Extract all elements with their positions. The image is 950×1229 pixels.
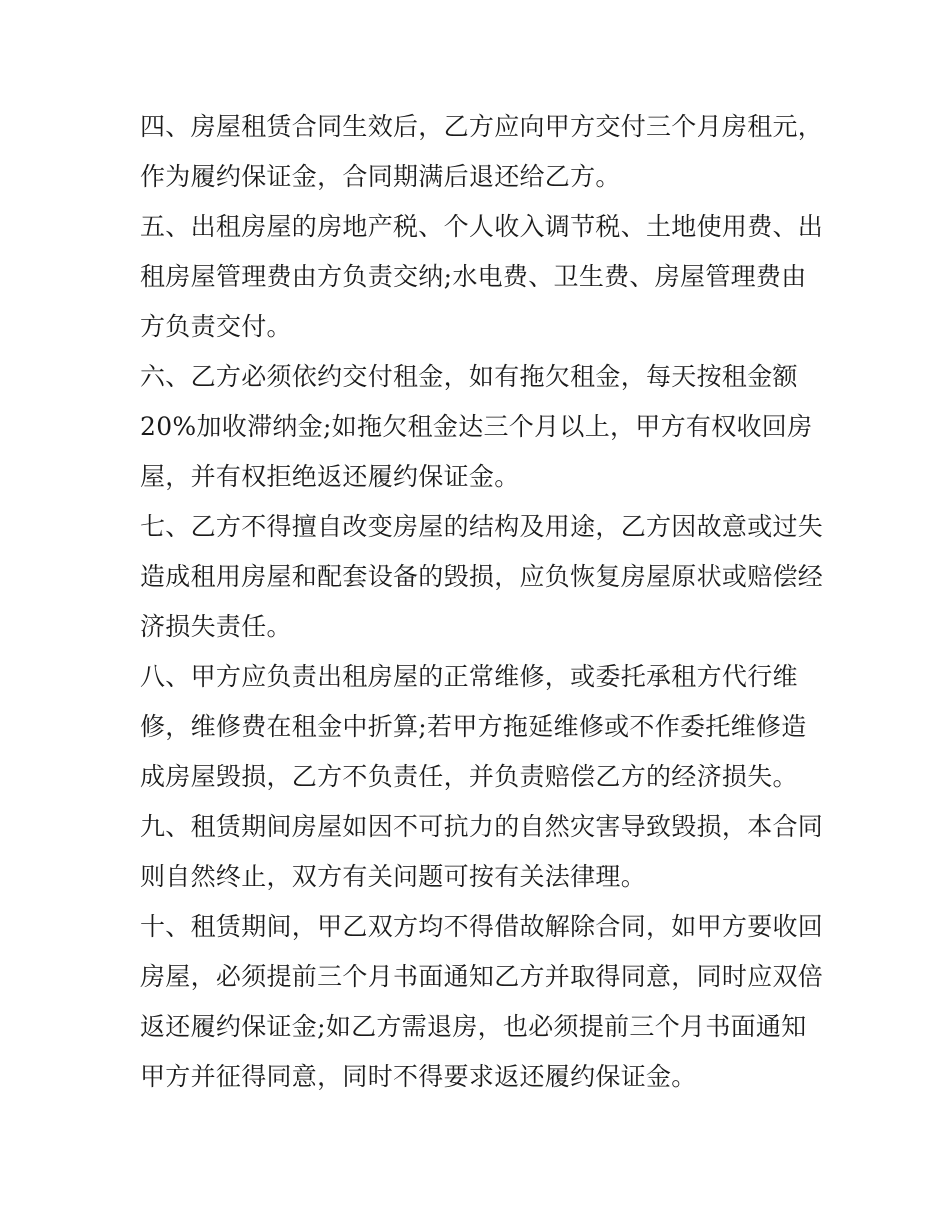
text-line: 五、出租房屋的房地产税、个人收入调节税、土地使用费、出 [140, 212, 824, 241]
text-line: 方负责交付。 [140, 312, 292, 341]
text-line: 则自然终止，双方有关问题可按有关法律理。 [140, 862, 647, 891]
text-line: 租房屋管理费由方负责交纳;水电费、卫生费、房屋管理费由 [140, 262, 807, 291]
text-line: 修，维修费在租金中折算;若甲方拖延维修或不作委托维修造 [140, 712, 807, 741]
text-line: 甲方并征得同意，同时不得要求返还履约保证金。 [140, 1062, 697, 1091]
text-line: 八、甲方应负责出租房屋的正常维修，或委托承租方代行维 [140, 662, 798, 691]
text-line: 返还履约保证金;如乙方需退房，也必须提前三个月书面通知 [140, 1012, 807, 1041]
clause-7-paragraph [140, 502, 824, 652]
text-line: 七、乙方不得擅自改变房屋的结构及用途，乙方因故意或过失 [140, 512, 824, 541]
text-line: 四、房屋租赁合同生效后，乙方应向甲方交付三个月房租元， [140, 112, 824, 141]
text-line: 济损失责任。 [140, 612, 292, 641]
text-line: 十、租赁期间，甲乙双方均不得借故解除合同，如甲方要收回 [140, 912, 824, 941]
text-line: 九、租赁期间房屋如因不可抗力的自然灾害导致毁损，本合同 [140, 812, 824, 841]
clause-5-paragraph [140, 202, 824, 352]
clause-4-paragraph [140, 102, 824, 202]
clause-6-paragraph [140, 352, 820, 502]
text-line: 作为履约保证金，合同期满后退还给乙方。 [140, 162, 621, 191]
text-line: 屋，并有权拒绝返还履约保证金。 [140, 462, 520, 491]
text-line: 成房屋毁损，乙方不负责任，并负责赔偿乙方的经济损失。 [140, 762, 798, 791]
clause-8-paragraph [140, 652, 820, 802]
document-body [140, 102, 824, 1102]
text-line: 20%加收滞纳金;如拖欠租金达三个月以上，甲方有权收回房 [140, 412, 813, 441]
clause-9-paragraph [140, 802, 824, 902]
clause-10-paragraph [140, 902, 824, 1102]
text-line: 六、乙方必须依约交付租金，如有拖欠租金，每天按租金额 [140, 362, 798, 391]
text-line: 房屋，必须提前三个月书面通知乙方并取得同意，同时应双倍 [140, 962, 824, 991]
text-line: 造成租用房屋和配套设备的毁损，应负恢复房屋原状或赔偿经 [140, 562, 824, 591]
